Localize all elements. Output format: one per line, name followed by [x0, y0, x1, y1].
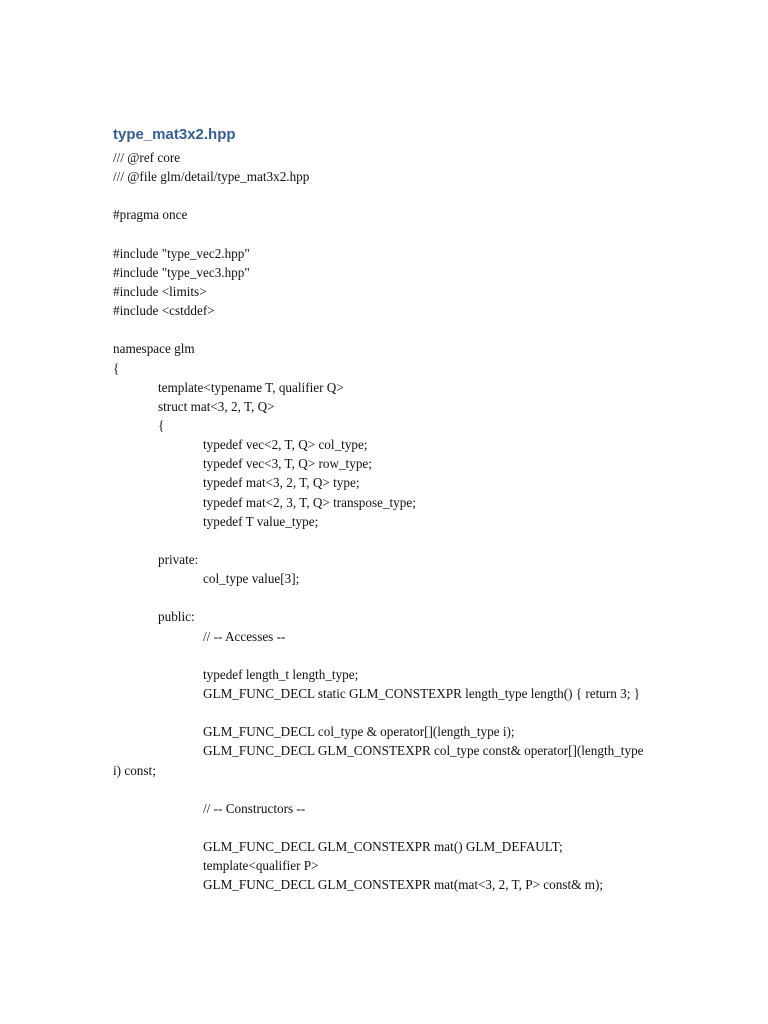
code-line: {	[158, 417, 165, 433]
code-line: GLM_FUNC_DECL static GLM_CONSTEXPR length_type length() { return 3; }	[203, 685, 641, 701]
code-line: /// @ref core	[113, 150, 181, 165]
code-listing	[0, 148, 768, 894]
code-line: // -- Constructors --	[203, 800, 306, 816]
blank-line	[0, 225, 768, 244]
code-line: GLM_FUNC_DECL GLM_CONSTEXPR mat() GLM_DEFAULT;	[203, 839, 563, 855]
code-line: GLM_FUNC_DECL col_type & operator[](length_type i);	[203, 724, 515, 740]
code-line: typedef vec<3, T, Q> row_type;	[203, 456, 372, 472]
code-line: #include "type_vec3.hpp"	[113, 264, 250, 280]
code-line: i) const;	[113, 762, 156, 778]
blank-line	[0, 531, 768, 550]
blank-line	[0, 818, 768, 837]
code-line: template<typename T, qualifier Q>	[158, 379, 344, 395]
code-line: typedef T value_type;	[203, 513, 319, 529]
code-line: struct mat<3, 2, T, Q>	[158, 398, 275, 414]
code-line: typedef mat<3, 2, T, Q> type;	[203, 475, 360, 491]
code-line: {	[113, 360, 120, 376]
code-line: col_type value[3];	[203, 571, 300, 587]
code-line: private:	[158, 551, 199, 567]
blank-line	[0, 646, 768, 665]
code-line: GLM_FUNC_DECL GLM_CONSTEXPR col_type const& operator[](length_type	[203, 743, 644, 759]
code-line: public:	[158, 609, 195, 625]
code-line: typedef length_t length_type;	[203, 666, 359, 682]
blank-line	[0, 703, 768, 722]
blank-line	[0, 186, 768, 205]
code-line: /// @file glm/detail/type_mat3x2.hpp	[113, 169, 310, 185]
code-line: typedef vec<2, T, Q> col_type;	[203, 437, 368, 453]
code-line: #include <cstddef>	[113, 303, 215, 319]
code-line: namespace glm	[113, 341, 195, 357]
code-line: #pragma once	[113, 207, 188, 223]
code-line: #include <limits>	[113, 283, 207, 299]
blank-line	[0, 320, 768, 339]
blank-line	[0, 588, 768, 607]
code-line: // -- Accesses --	[203, 628, 286, 644]
code-line: #include "type_vec2.hpp"	[113, 245, 250, 261]
document-heading: type_mat3x2.hpp	[113, 126, 236, 143]
blank-line	[0, 780, 768, 799]
code-line: typedef mat<2, 3, T, Q> transpose_type;	[203, 494, 416, 510]
code-line: template<qualifier P>	[203, 858, 319, 874]
code-line: GLM_FUNC_DECL GLM_CONSTEXPR mat(mat<3, 2, T, P> const& m);	[203, 877, 604, 893]
